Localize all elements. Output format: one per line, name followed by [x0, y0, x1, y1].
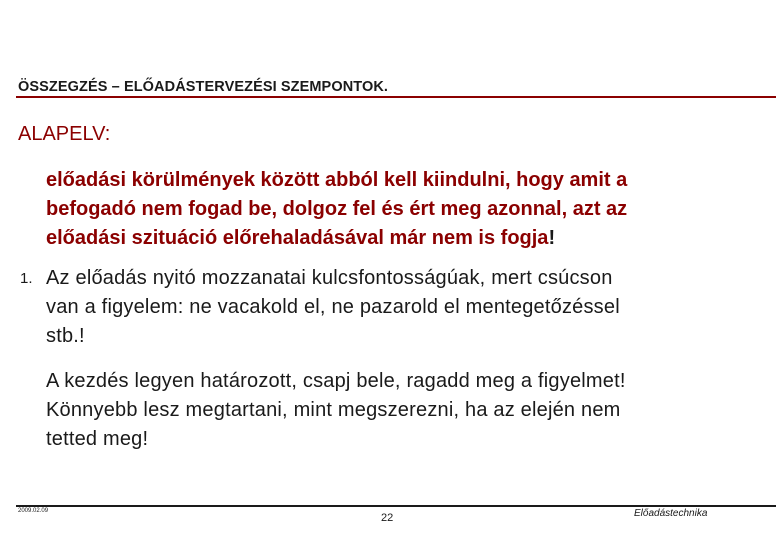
list-item-followup: A kezdés legyen határozott, csapj bele, ragadd meg a figyelmet! Könnyebb lesz megtartani, mint megszerezni, ha az elején nem tetted meg! [46, 370, 626, 450]
principle-text [46, 166, 776, 253]
course-name: Előadástechnika [634, 508, 708, 519]
list-item-number: 1. [20, 270, 33, 287]
list-item-text: Az előadás nyitó mozzanatai kulcsfontosságúak, mert csúcson van a figyelem: ne vacakold el, ne pazarold el mentegetőzéssel stb.! [46, 267, 620, 347]
principle-end: ! [548, 227, 556, 249]
footer-date: 2009.02.09 [18, 508, 49, 514]
title-divider [16, 96, 776, 98]
principle-heading: ALAPELV: [18, 123, 111, 145]
principle-body: előadási körülmények között abból kell kiindulni, hogy amit a befogadó nem fogad be, dolgoz fel és ért meg azonnal, azt az előadási szituáció előrehaladásával már nem is fogja [46, 169, 628, 249]
slide-title: ÖSSZEGZÉS – ELŐADÁSTERVEZÉSI SZEMPONTOK. [18, 79, 389, 95]
page-number: 22 [381, 512, 394, 524]
footer-divider [16, 505, 776, 507]
